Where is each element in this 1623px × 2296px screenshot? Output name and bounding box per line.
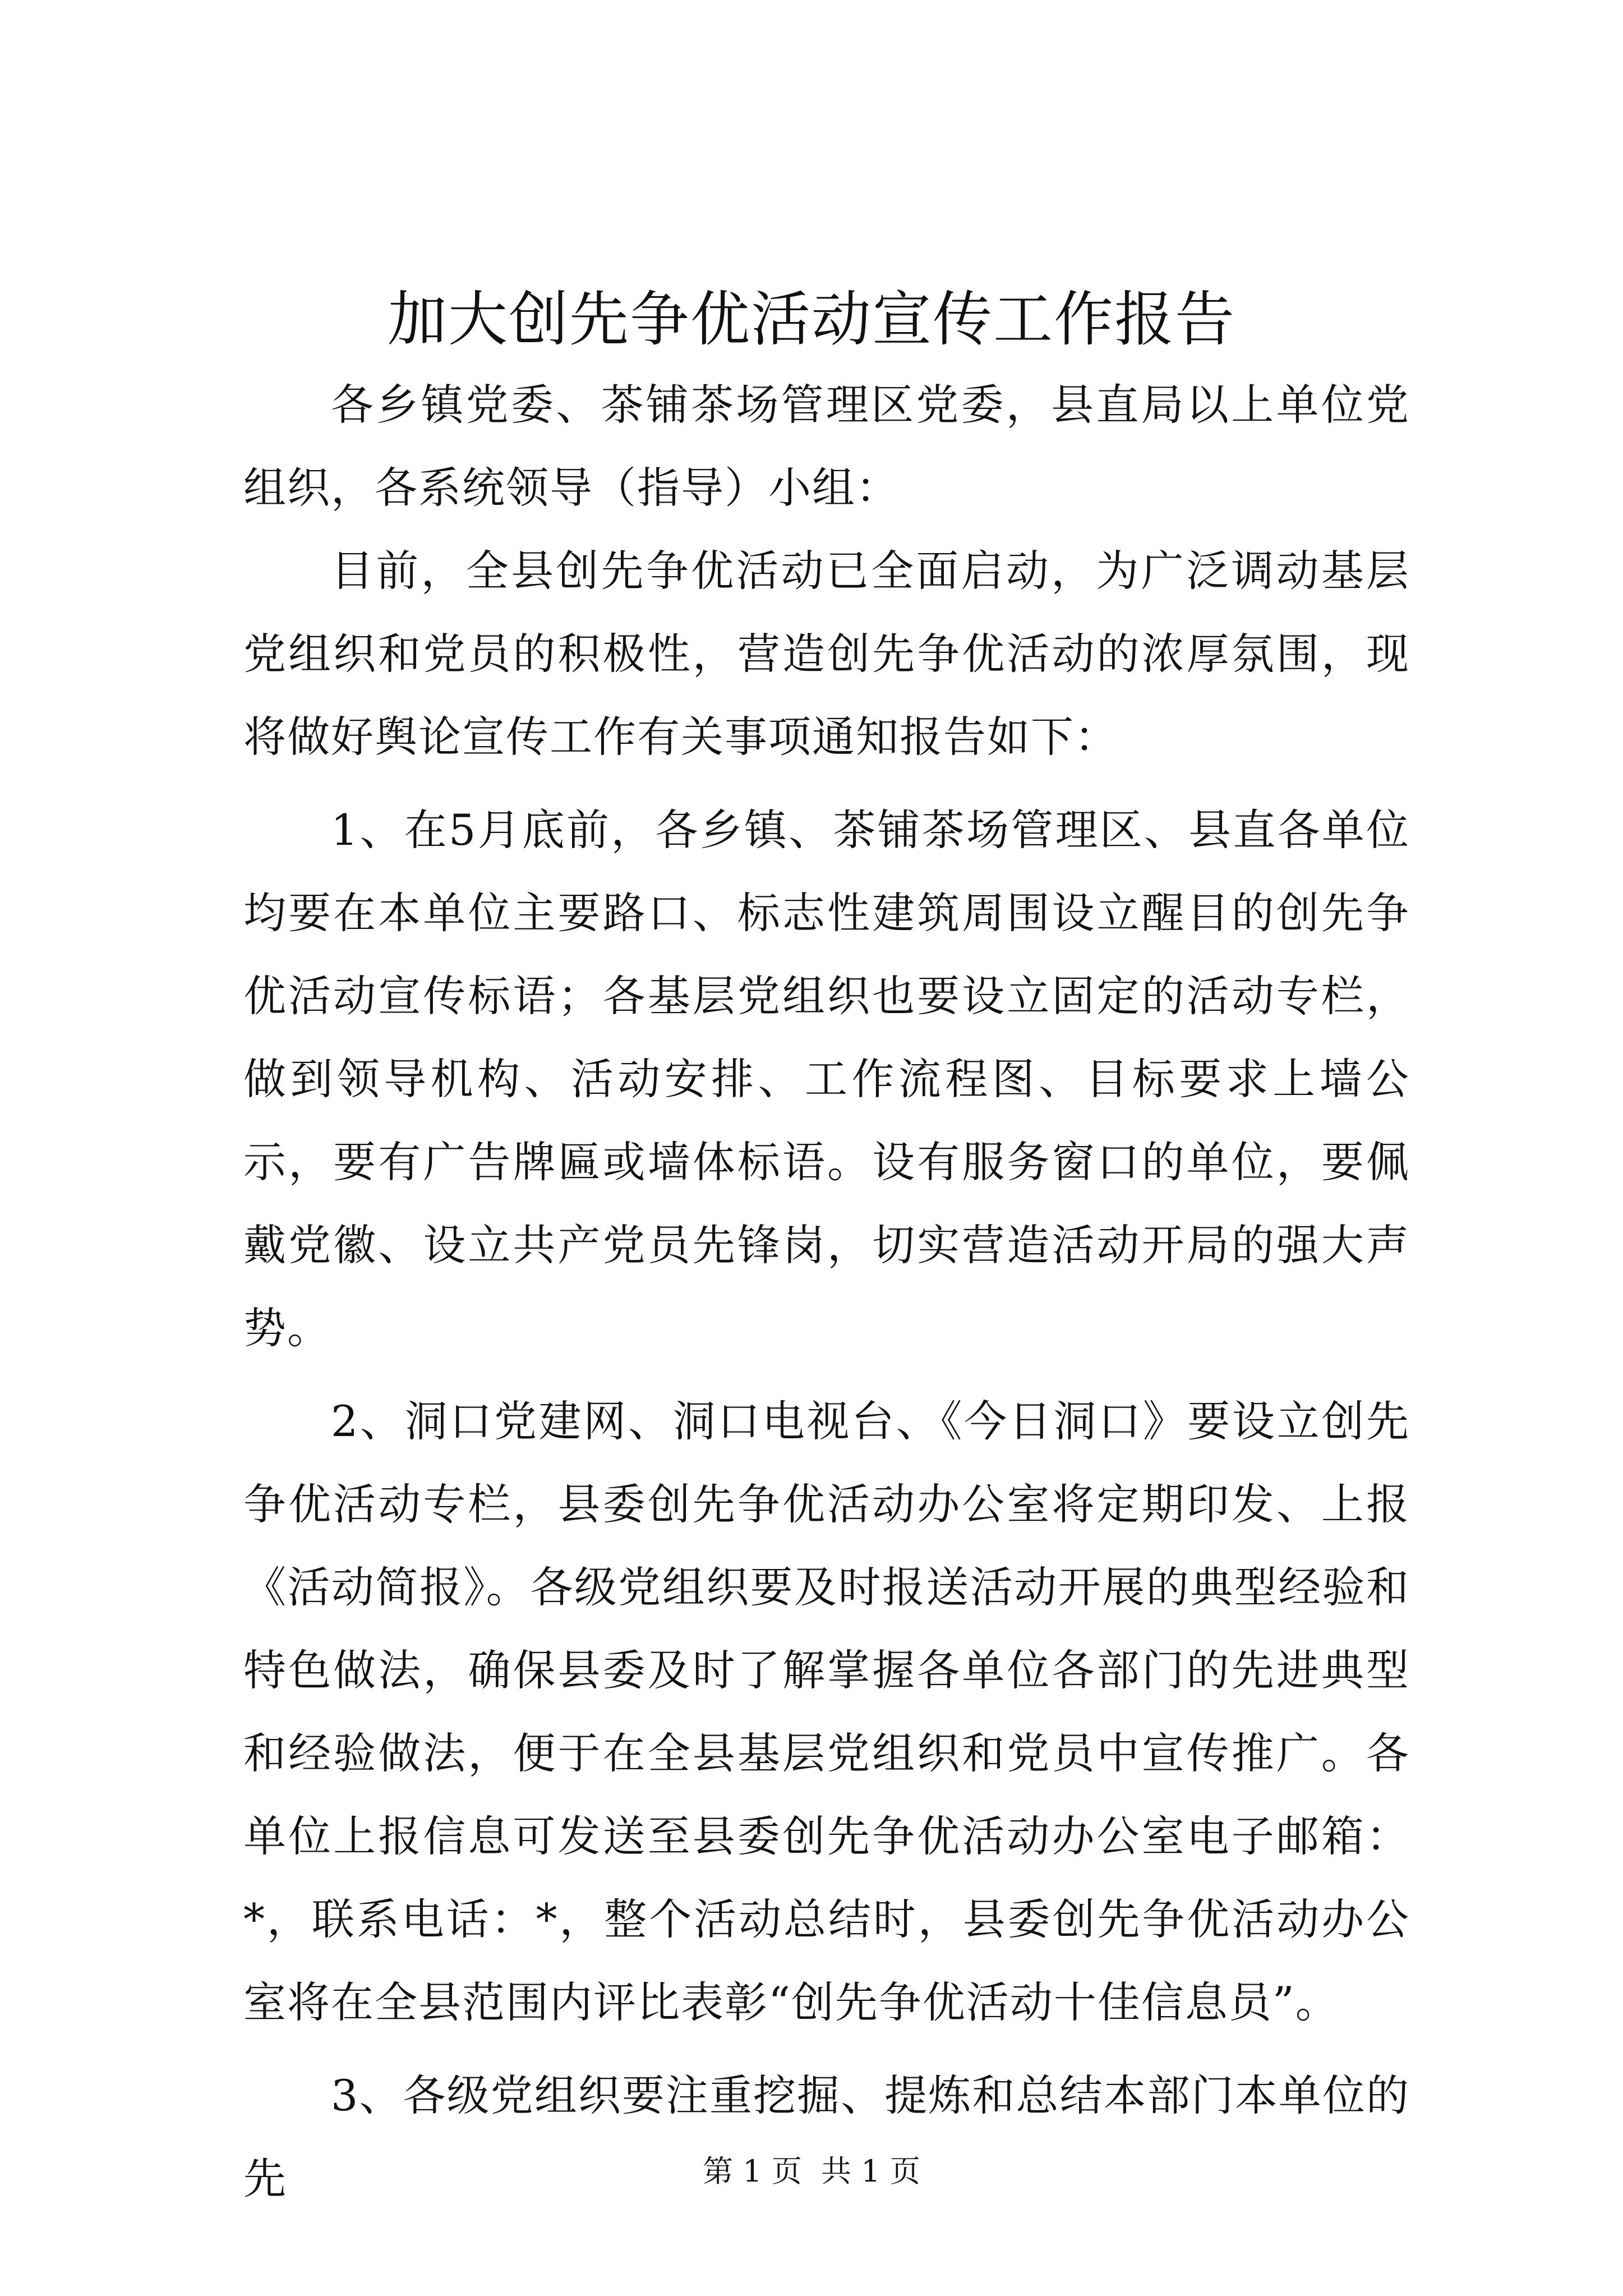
document-title: 加大创先争优活动宣传工作报告: [388, 285, 1235, 354]
item-3-paragraph: 3、各级党组织要注重挖掘、提炼和总结本部门本单位的先: [243, 2070, 1410, 2203]
page-footer: [0, 2152, 1623, 2191]
page-number-label: 第 1 页 共 1 页: [703, 2154, 920, 2189]
item-1-paragraph: 1、在5月底前，各乡镇、茶铺茶场管理区、县直各单位均要在本单位主要路口、标志性建筑周围设立醒目的创先争优活动宣传标语；各基层党组织也要设立固定的活动专栏，做到领导机构、活动安排、工作流程图、目标要求上墙公示，要有广告牌匾或墙体标语。设有服务窗口的单位，要佩戴党徽、设立共产党员先锋岗，切实营造活动开局的强大声势。: [243, 805, 1410, 1353]
intro-paragraph: 目前，全县创先争优活动已全面启动，为广泛调动基层党组织和党员的积极性，营造创先争优活动的浓厚氛围，现将做好舆论宣传工作有关事项通知报告如下：: [243, 546, 1410, 762]
document-body: [243, 364, 1410, 2220]
item-2-paragraph: 2、洞口党建网、洞口电视台、《今日洞口》要设立创先争优活动专栏，县委创先争优活动办公室将定期印发、上报《活动简报》。各级党组织要及时报送活动开展的典型经验和特色做法，确保县委及时了解掌握各单位各部门的先进典型和经验做法，便于在全县基层党组织和党员中宣传推广。各单位上报信息可发送至县委创先争优活动办公室电子邮箱：*，联系电话：*，整个活动总结时，县委创先争优活动办公室将在全县范围内评比表彰“创先争优活动十佳信息员”。: [243, 1396, 1410, 2027]
salutation-paragraph: 各乡镇党委、茶铺茶场管理区党委，县直局以上单位党组织，各系统领导（指导）小组：: [243, 380, 1410, 513]
